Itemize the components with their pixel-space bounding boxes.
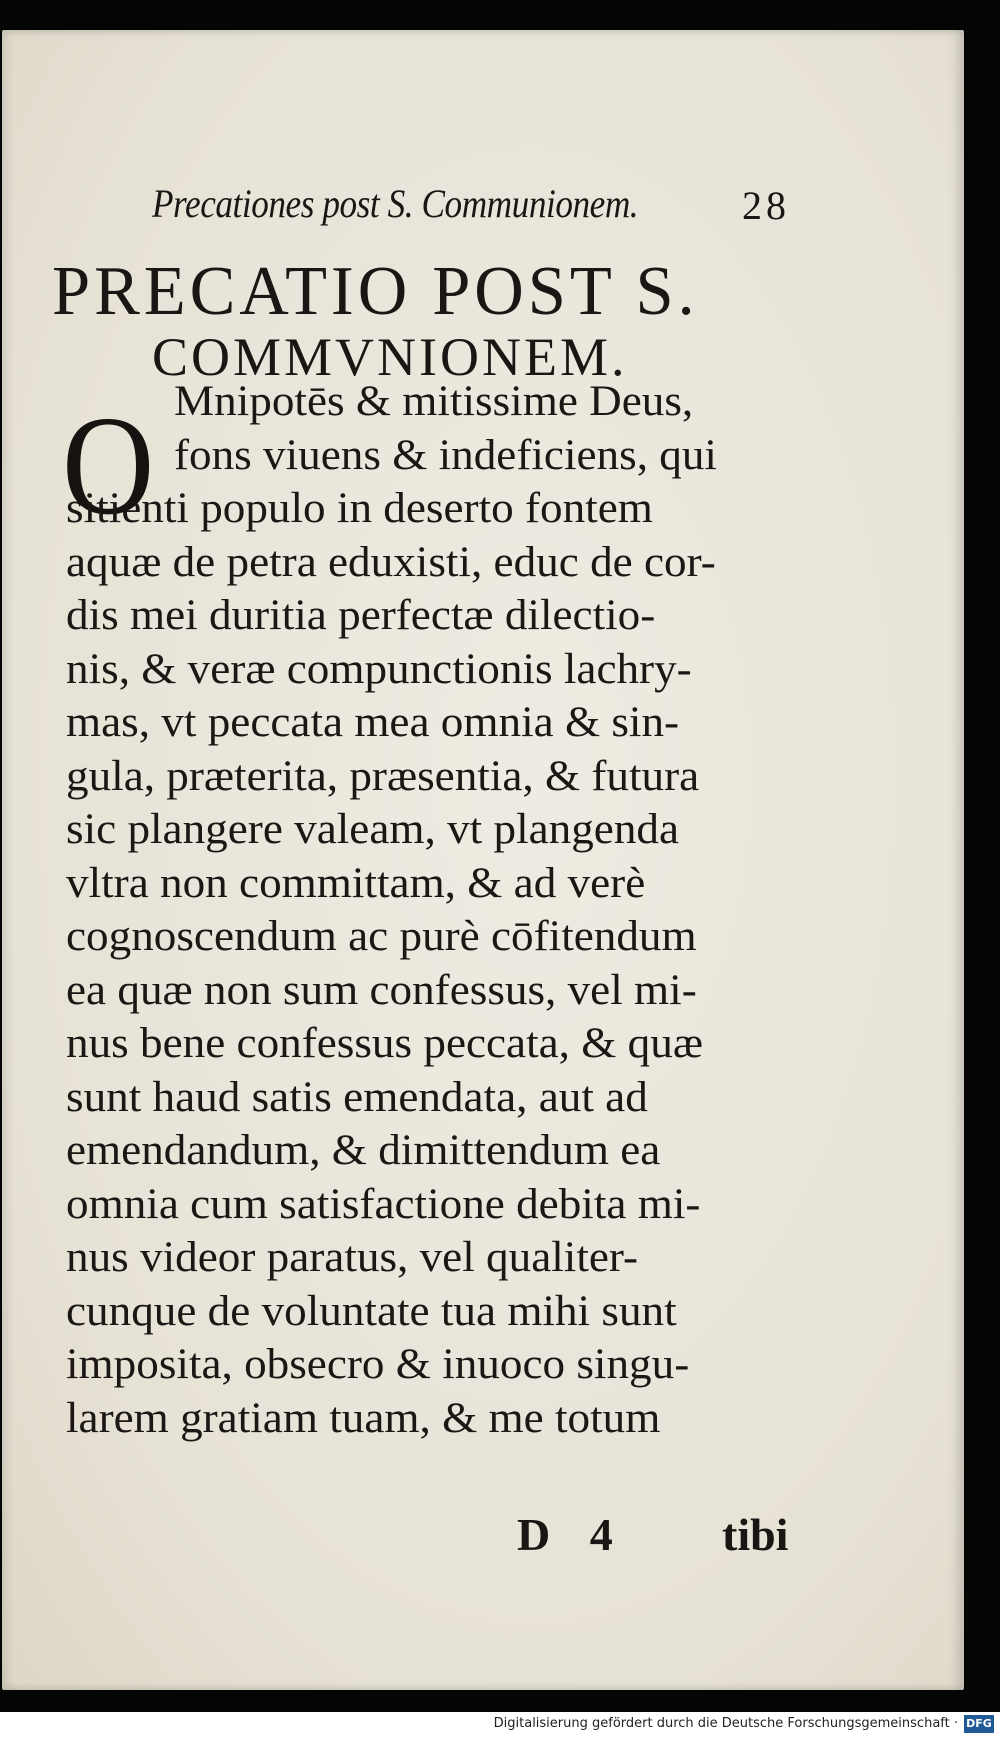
text-line: cunque de voluntate tua mihi sunt <box>66 1287 677 1335</box>
catchword: tibi <box>722 1509 789 1560</box>
running-head: Precationes post S. Communionem. <box>152 181 639 226</box>
text-line: dis mei duritia perfectæ dilectio- <box>66 592 656 639</box>
text-line: Mnipotēs & mitissime Deus, <box>174 378 694 425</box>
text-line: omnia cum satisfactione debita mi- <box>66 1180 701 1228</box>
chapter-title-line-1: PRECATIO POST S. <box>52 253 699 330</box>
drop-cap-initial: O <box>62 386 155 544</box>
text-line: vltra non committam, & ad verè <box>66 859 646 907</box>
text-line: gula, præterita, præsentia, & futura <box>66 752 700 800</box>
text-line: sunt haud satis emendata, aut ad <box>66 1073 648 1121</box>
text-line: nus videor paratus, vel qualiter- <box>66 1234 639 1281</box>
text-line: ea quæ non sum confessus, vel mi- <box>66 966 697 1014</box>
text-line: sic plangere valeam, vt plangenda <box>66 806 680 853</box>
text-line: sitienti populo in deserto fontem <box>66 485 653 532</box>
footer-bar <box>0 1712 1000 1738</box>
text-line: emendandum, & dimittendum ea <box>66 1127 661 1174</box>
text-line: nus bene confessus peccata, & quæ <box>66 1020 703 1067</box>
page-number: 28 <box>742 183 790 228</box>
text-line: nis, & veræ compunctionis lachry- <box>66 645 692 693</box>
text-line: imposita, obsecro & inuoco singu- <box>66 1341 690 1388</box>
text-line: aquæ de petra eduxisti, educ de cor- <box>66 538 716 586</box>
chapter-title-line-2: COMMVNIONEM. <box>152 327 628 387</box>
text-line: fons viuens & indeficiens, qui <box>174 431 717 479</box>
digitization-credit: Digitalisierung gefördert durch die Deutsche Forschungsgemeinschaft · <box>493 1716 958 1731</box>
text-line: mas, vt peccata mea omnia & sin- <box>66 699 680 746</box>
dfg-logo: DFG <box>964 1715 994 1733</box>
book-page <box>2 30 964 1690</box>
text-line: cognoscendum ac purè cōfitendum <box>66 913 697 960</box>
signature-mark: D 4 <box>517 1509 627 1560</box>
text-line: larem gratiam tuam, & me totum <box>66 1394 661 1442</box>
